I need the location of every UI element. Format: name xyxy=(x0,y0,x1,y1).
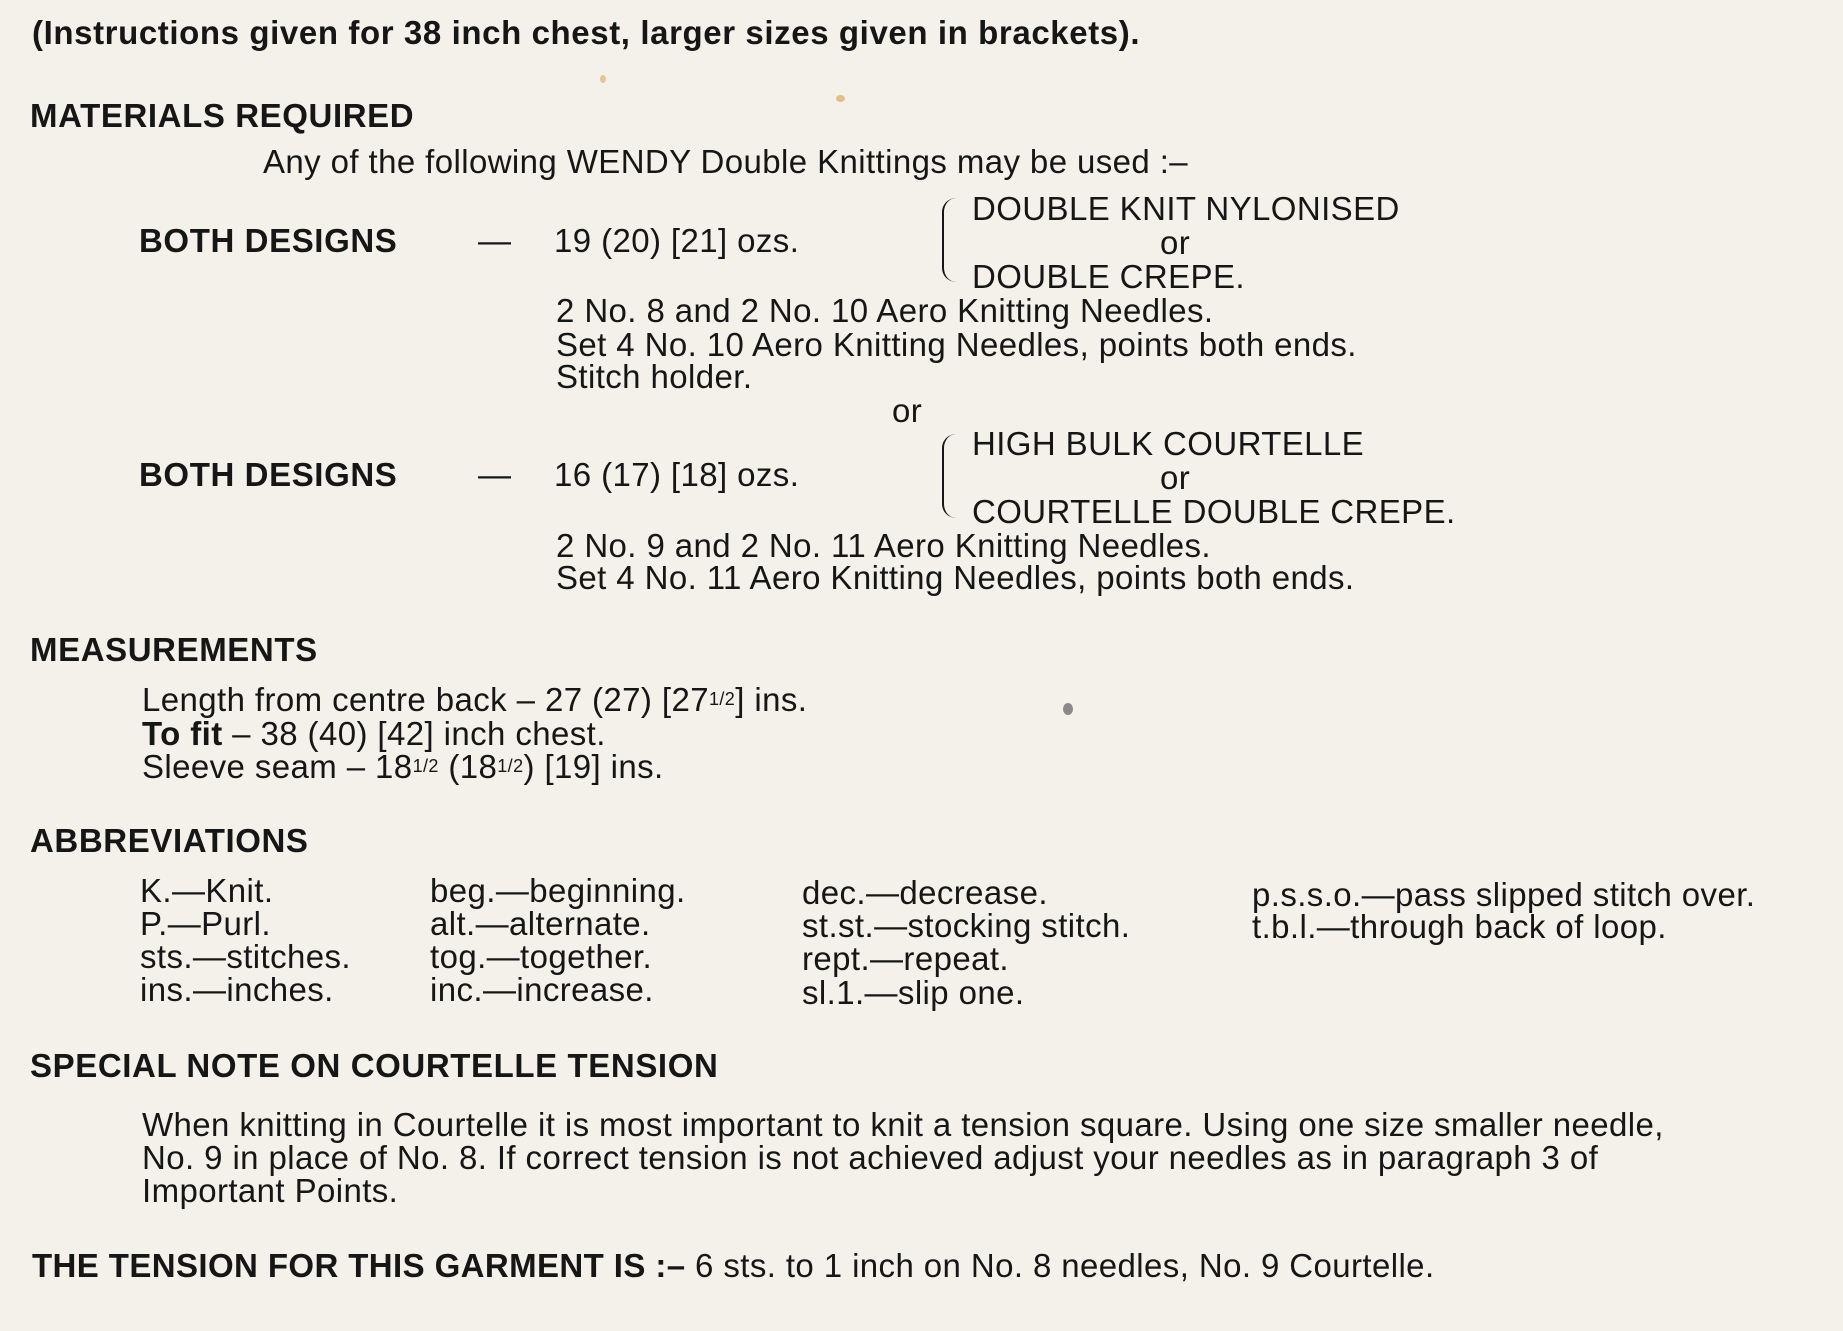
materials-separator: or xyxy=(892,392,923,429)
sleeve-mid: (18 xyxy=(438,748,498,785)
abbr-col3-item: rept.—repeat. xyxy=(802,940,1009,977)
special-note-line1: When knitting in Courtelle it is most important to knit a tension square. Using one size smaller needle, xyxy=(142,1106,1664,1143)
option1-label: BOTH DESIGNS xyxy=(139,222,398,259)
option2-dash: — xyxy=(478,456,512,493)
measurements-heading: MEASUREMENTS xyxy=(30,631,318,668)
length-text: Length from centre back – 27 (27) [27 xyxy=(142,681,709,718)
tension-label: THE TENSION FOR THIS GARMENT IS :– xyxy=(32,1247,686,1284)
option1-line3: Stitch holder. xyxy=(556,358,753,395)
option2-line1: 2 No. 9 and 2 No. 11 Aero Knitting Needles. xyxy=(556,527,1211,564)
abbreviations-heading: ABBREVIATIONS xyxy=(30,822,309,859)
measurement-sleeve xyxy=(142,748,664,786)
tension-value: 6 sts. to 1 inch on No. 8 needles, No. 9 Courtelle. xyxy=(685,1247,1435,1284)
special-note-line3: Important Points. xyxy=(142,1172,399,1209)
sleeve-end: ) [19] ins. xyxy=(523,748,664,785)
sleeve-fraction-2: 1/2 xyxy=(497,756,524,776)
option1-line2: Set 4 No. 10 Aero Knitting Needles, points both ends. xyxy=(556,326,1357,363)
option2-or: or xyxy=(1160,459,1191,496)
special-note-heading: SPECIAL NOTE ON COURTELLE TENSION xyxy=(30,1047,719,1084)
option2-label: BOTH DESIGNS xyxy=(139,456,398,493)
length-fraction: 1/2 xyxy=(708,689,736,709)
option1-line1: 2 No. 8 and 2 No. 10 Aero Knitting Needles. xyxy=(556,292,1214,329)
paper-stain xyxy=(1063,703,1073,715)
fit-text: – 38 (40) [42] inch chest. xyxy=(222,715,606,752)
abbr-col1-item: P.—Purl. xyxy=(140,905,271,942)
abbr-col4-item: p.s.s.o.—pass slipped stitch over. xyxy=(1252,876,1756,913)
option1-dash: — xyxy=(478,222,512,259)
paper-stain xyxy=(600,75,606,83)
option1-quantity: 19 (20) [21] ozs. xyxy=(554,222,800,259)
option2-yarn-b: COURTELLE DOUBLE CREPE. xyxy=(972,493,1456,530)
option2-quantity: 16 (17) [18] ozs. xyxy=(554,456,800,493)
tension-statement xyxy=(32,1247,1435,1285)
sleeve-fraction-1: 1/2 xyxy=(412,756,439,776)
paper-stain xyxy=(836,95,845,102)
length-end: ] ins. xyxy=(735,681,808,718)
abbr-col3-item: st.st.—stocking stitch. xyxy=(802,907,1131,944)
abbr-col2-item: tog.—together. xyxy=(430,938,653,975)
sleeve-text: Sleeve seam – 18 xyxy=(142,748,413,785)
abbr-col2-item: inc.—increase. xyxy=(430,971,654,1008)
option2-brace xyxy=(942,434,958,518)
abbr-col1-item: ins.—inches. xyxy=(140,971,334,1008)
measurement-length xyxy=(142,681,807,719)
abbr-col3-item: dec.—decrease. xyxy=(802,874,1048,911)
option1-yarn-b: DOUBLE CREPE. xyxy=(972,258,1245,295)
option1-or: or xyxy=(1160,224,1191,261)
abbr-col2-item: alt.—alternate. xyxy=(430,905,651,942)
option2-yarn-a: HIGH BULK COURTELLE xyxy=(972,425,1365,462)
abbr-col3-item: sl.1.—slip one. xyxy=(802,974,1025,1011)
intro-text: (Instructions given for 38 inch chest, larger sizes given in brackets). xyxy=(32,14,1141,51)
option2-line2: Set 4 No. 11 Aero Knitting Needles, points both ends. xyxy=(556,559,1355,596)
abbr-col4-item: t.b.l.—through back of loop. xyxy=(1252,908,1667,945)
abbr-col1-item: sts.—stitches. xyxy=(140,938,351,975)
option1-brace xyxy=(942,198,958,282)
fit-label: To fit xyxy=(142,715,223,752)
option1-yarn-a: DOUBLE KNIT NYLONISED xyxy=(972,190,1400,227)
materials-heading: MATERIALS REQUIRED xyxy=(30,97,415,134)
abbr-col1-item: K.—Knit. xyxy=(140,872,274,909)
special-note-line2: No. 9 in place of No. 8. If correct tension is not achieved adjust your needles as in paragraph 3 of xyxy=(142,1139,1599,1176)
materials-subheading: Any of the following WENDY Double Knittings may be used :– xyxy=(263,143,1189,180)
abbr-col2-item: beg.—beginning. xyxy=(430,872,686,909)
